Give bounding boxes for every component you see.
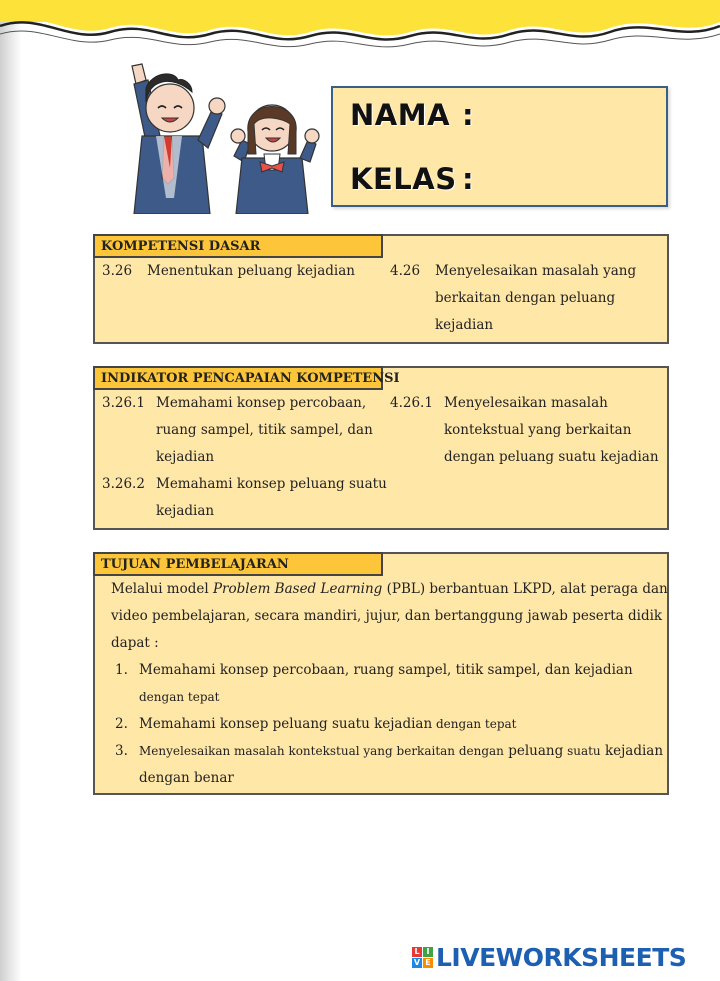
objective-2-text: [139, 711, 649, 738]
intro-model-name: Problem Based Learning: [212, 581, 383, 597]
ind-3262-line1: Memahami konsep peluang suatu: [156, 476, 387, 492]
kd-right-code: 4.26: [390, 263, 421, 279]
objective-3-part-c: suatu: [563, 744, 601, 758]
objective-3-part-b: peluang: [503, 743, 564, 759]
indikator-panel: [93, 366, 669, 530]
objective-1-line2: dengan tepat: [139, 690, 220, 704]
intro-pre: Melalui model: [111, 581, 213, 597]
objective-3-text: [139, 738, 664, 792]
objective-3-line1: [139, 738, 664, 765]
student-identity-box: [331, 86, 668, 207]
objective-2-part-b: dengan tepat: [432, 717, 517, 731]
nama-colon: :: [462, 98, 475, 132]
tujuan-title: TUJUAN PEMBELAJARAN: [93, 552, 383, 576]
ind-4261-line1: Menyelesaikan masalah: [444, 395, 608, 411]
kd-right: [390, 258, 665, 342]
objective-item-2: [115, 711, 655, 738]
top-wave-decoration: [0, 0, 720, 60]
liveworksheets-wordmark: LIVEWORKSHEETS: [436, 942, 687, 972]
badge-letter-e: E: [423, 958, 433, 968]
kompetensi-dasar-title: KOMPETENSI DASAR: [93, 234, 383, 258]
indikator-title: INDIKATOR PENCAPAIAN KOMPETENSI: [93, 366, 383, 390]
objective-item-1: [115, 657, 655, 711]
ind-4261-line3: dengan peluang suatu kejadian: [444, 449, 659, 465]
boy-figure: [132, 64, 225, 214]
tujuan-intro: [111, 576, 668, 657]
objective-3-part-a: Menyelesaikan masalah kontekstual yang berkaitan dengan: [139, 744, 504, 758]
girl-figure: [231, 105, 319, 214]
ind-3262-line2: kejadian: [156, 503, 215, 519]
liveworksheets-badge-icon: [412, 947, 433, 968]
nama-row: [350, 98, 475, 132]
ind-left: [102, 390, 387, 530]
liveworksheets-logo: [412, 942, 686, 972]
kompetensi-dasar-panel: [93, 234, 669, 344]
ind-4261-code: 4.26.1: [390, 395, 433, 411]
ind-4261-line2: kontekstual yang berkaitan: [444, 422, 632, 438]
ind-3261-line1: Memahami konsep percobaan,: [156, 395, 367, 411]
kd-left-code: 3.26: [102, 263, 133, 279]
objective-3-num: 3.: [115, 743, 128, 759]
objective-1-num: 1.: [115, 662, 128, 678]
objective-1-text: [139, 657, 649, 711]
kelas-colon: :: [462, 162, 475, 196]
ind-3261-code: 3.26.1: [102, 395, 145, 411]
kd-right-line2: berkaitan dengan peluang: [435, 290, 616, 306]
objective-3-line2: dengan benar: [139, 770, 234, 786]
objective-2-part-a: Memahami konsep peluang suatu kejadian: [139, 716, 433, 732]
objective-3-part-d: kejadian: [600, 743, 664, 759]
kd-left-text: Menentukan peluang kejadian: [147, 263, 355, 279]
tujuan-panel: [93, 552, 669, 795]
intro-post: (PBL) berbantuan LKPD, alat peraga dan: [382, 581, 668, 597]
page-edge-shadow: [0, 0, 22, 981]
intro-line2: video pembelajaran, secara mandiri, jujur, dan bertanggung jawab peserta didik: [111, 608, 663, 624]
badge-letter-v: V: [413, 957, 421, 967]
ind-3261-line3: kejadian: [156, 449, 215, 465]
objective-2-num: 2.: [115, 716, 128, 732]
intro-line3: dapat :: [111, 635, 159, 651]
students-illustration: [112, 58, 322, 214]
intro-line1: [111, 576, 668, 603]
badge-letter-i: I: [423, 947, 433, 957]
objective-item-3: [115, 738, 664, 792]
kd-right-line3: kejadian: [435, 317, 494, 333]
ind-3261-line2: ruang sampel, titik sampel, dan: [156, 422, 373, 438]
ind-right: [390, 390, 665, 474]
nama-label: NAMA: [350, 98, 451, 132]
kelas-row: [350, 162, 475, 196]
badge-letter-l: L: [412, 947, 422, 957]
ind-3262-code: 3.26.2: [102, 476, 145, 492]
objective-1-line1: Memahami konsep percobaan, ruang sampel, titik sampel, dan kejadian: [139, 662, 633, 678]
kelas-label: KELAS: [350, 162, 457, 196]
kd-right-line1: Menyelesaikan masalah yang: [435, 263, 637, 279]
